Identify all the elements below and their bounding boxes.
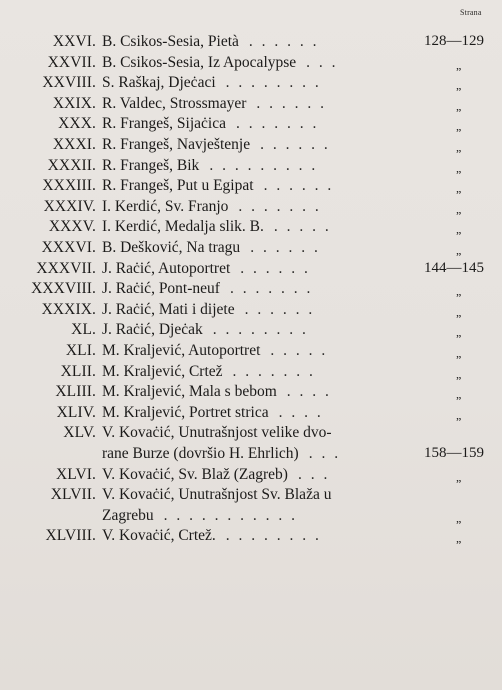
ditto-mark: „ bbox=[456, 346, 462, 360]
illustration-title: J. Raċić, Pont-neuf bbox=[102, 280, 220, 298]
illustration-title: R. Frangeš, Bik bbox=[102, 156, 200, 174]
ditto-mark: „ bbox=[456, 284, 462, 299]
illustration-title: B. Csikos-Sesia, Pietà bbox=[102, 33, 239, 50]
illustration-title: R. Frangeš, Navještenje bbox=[102, 136, 251, 153]
roman-numeral: XLV. bbox=[63, 424, 96, 442]
leader-dots: . . . . bbox=[286, 383, 332, 401]
list-row bbox=[0, 72, 502, 93]
illustration-title: M. Kraljević, Portret strica bbox=[102, 403, 269, 421]
list-row bbox=[0, 484, 502, 505]
list-row bbox=[0, 155, 502, 176]
list-row bbox=[0, 505, 502, 526]
illustration-title: rane Burze (dovršio H. Ehrlich) bbox=[102, 445, 299, 462]
leader-dots: . . . . . . . . bbox=[212, 321, 309, 339]
leader-dots: . . . . . . . . . . . bbox=[163, 506, 298, 524]
leader-dots: . . . . . . bbox=[250, 239, 321, 256]
list-row bbox=[0, 216, 502, 237]
leader-dots: . . . bbox=[308, 445, 341, 462]
page-range: 158—159 bbox=[424, 445, 484, 461]
list-row bbox=[0, 52, 502, 73]
roman-numeral: XXVIII. bbox=[42, 74, 96, 92]
roman-numeral: XXVII. bbox=[47, 53, 96, 71]
ditto-mark: „ bbox=[456, 304, 462, 319]
leader-dots: . . . bbox=[306, 53, 339, 71]
ditto-mark: „ bbox=[456, 98, 462, 113]
ditto-mark: „ bbox=[456, 119, 462, 134]
roman-numeral: XXXIX. bbox=[41, 300, 96, 318]
roman-numeral: XXXV. bbox=[48, 218, 96, 236]
roman-numeral: XXXII. bbox=[47, 156, 96, 174]
ditto-mark: „ bbox=[456, 160, 462, 175]
illustration-title: J. Raċić, Djeċak bbox=[102, 321, 203, 339]
leader-dots: . . . . bbox=[278, 403, 324, 421]
illustration-title: B. Dešković, Na tragu bbox=[102, 239, 241, 256]
list-row bbox=[0, 134, 502, 155]
ditto-mark: „ bbox=[456, 510, 462, 525]
illustration-title: J. Raċić, Mati i dijete bbox=[102, 300, 235, 318]
leader-dots: . . . . . bbox=[273, 218, 332, 236]
leader-dots: . . . . . . . bbox=[229, 280, 313, 298]
leader-dots: . . . . . . bbox=[248, 33, 320, 50]
list-row bbox=[0, 196, 502, 217]
roman-numeral: XXXVII. bbox=[36, 259, 96, 277]
illustration-title: V. Kovaċić, Unutrašnjost Sv. Blaža u bbox=[102, 486, 332, 504]
roman-numeral: XLVII. bbox=[50, 486, 96, 504]
list-row bbox=[0, 422, 502, 443]
list-row bbox=[0, 237, 502, 258]
page-range: 144—145 bbox=[424, 259, 484, 276]
illustration-title: V. Kovaċić, Unutrašnjost velike dvo- bbox=[102, 424, 332, 442]
illustration-title: V. Kovaċić, Crtež. bbox=[102, 527, 216, 545]
roman-numeral: XLII. bbox=[60, 362, 96, 380]
leader-dots: . . . . . . bbox=[240, 259, 311, 277]
ditto-mark: „ bbox=[456, 181, 462, 196]
leader-dots: . . . . . . . . bbox=[225, 527, 322, 545]
illustration-title: M. Kraljević, Crtež bbox=[102, 362, 223, 380]
list-row bbox=[0, 402, 502, 423]
roman-numeral: XLVIII. bbox=[45, 527, 96, 545]
ditto-mark: „ bbox=[456, 366, 462, 381]
leader-dots: . . . . . . bbox=[263, 177, 334, 195]
roman-numeral: XXXVIII. bbox=[31, 280, 96, 298]
list-row bbox=[0, 340, 502, 361]
illustration-title: M. Kraljević, Mala s bebom bbox=[102, 383, 277, 401]
roman-numeral: XXIX. bbox=[52, 94, 96, 112]
ditto-mark: „ bbox=[456, 243, 462, 257]
list-row bbox=[0, 443, 502, 464]
illustration-title: R. Frangeš, Sijaċica bbox=[102, 115, 226, 133]
list-row bbox=[0, 319, 502, 340]
list-row bbox=[0, 258, 502, 279]
ditto-mark: „ bbox=[456, 201, 462, 216]
list-row bbox=[0, 278, 502, 299]
ditto-mark: „ bbox=[456, 469, 462, 484]
illustration-title: M. Kraljević, Autoportret bbox=[102, 342, 261, 359]
leader-dots: . . . . . bbox=[270, 342, 328, 359]
roman-numeral: XXXI. bbox=[52, 136, 96, 153]
list-row bbox=[0, 361, 502, 382]
illustration-title: B. Csikos-Sesia, Iz Apocalypse bbox=[102, 53, 297, 71]
roman-numeral: XLVI. bbox=[56, 465, 96, 483]
ditto-mark: „ bbox=[456, 407, 462, 422]
roman-numeral: XXXIV. bbox=[43, 197, 96, 215]
ditto-mark: „ bbox=[456, 325, 462, 340]
illustration-title: I. Kerdić, Sv. Franjo bbox=[102, 197, 229, 215]
roman-numeral: XXXIII. bbox=[42, 177, 96, 195]
illustration-title: V. Kovaċić, Sv. Blaž (Zagreb) bbox=[102, 465, 288, 483]
page-range: 128—129 bbox=[424, 33, 484, 49]
leader-dots: . . . bbox=[297, 465, 330, 483]
leader-dots: . . . . . . bbox=[256, 94, 327, 112]
list-row bbox=[0, 113, 502, 134]
leader-dots: . . . . . . bbox=[244, 300, 315, 318]
list-row bbox=[0, 93, 502, 114]
roman-numeral: XLI. bbox=[65, 342, 96, 359]
list-row bbox=[0, 381, 502, 402]
leader-dots: . . . . . . . bbox=[238, 197, 322, 215]
illustration-title: R. Frangeš, Put u Egipat bbox=[102, 177, 254, 195]
list-row bbox=[0, 31, 502, 52]
ditto-mark: „ bbox=[456, 57, 462, 72]
illustration-title: Zagrebu bbox=[102, 506, 154, 524]
list-row bbox=[0, 175, 502, 196]
roman-numeral: XXVI. bbox=[52, 33, 96, 50]
leader-dots: . . . . . . . . . bbox=[209, 156, 318, 174]
leader-dots: . . . . . . bbox=[260, 136, 331, 153]
ditto-mark: „ bbox=[456, 78, 462, 93]
leader-dots: . . . . . . . bbox=[235, 115, 319, 133]
illustration-title: I. Kerdić, Medalja slik. B. bbox=[102, 218, 264, 236]
leader-dots: . . . . . . . . bbox=[225, 74, 322, 92]
illustration-title: J. Raċić, Autoportret bbox=[102, 259, 231, 277]
roman-numeral: XL. bbox=[71, 321, 96, 339]
ditto-mark: „ bbox=[456, 222, 462, 237]
leader-dots: . . . . . . . bbox=[232, 362, 316, 380]
roman-numeral: XLIII. bbox=[55, 383, 96, 401]
ditto-mark: „ bbox=[456, 387, 462, 402]
illustration-title: S. Raškaj, Djeċaci bbox=[102, 74, 216, 92]
page-column-header: Strana bbox=[460, 8, 482, 17]
ditto-mark: „ bbox=[456, 140, 462, 154]
illustration-title: R. Valdec, Strossmayer bbox=[102, 94, 247, 112]
roman-numeral: XXX. bbox=[58, 115, 96, 133]
list-row bbox=[0, 299, 502, 320]
ditto-mark: „ bbox=[456, 531, 462, 546]
roman-numeral: XLIV. bbox=[56, 403, 96, 421]
list-row bbox=[0, 464, 502, 485]
list-row bbox=[0, 525, 502, 546]
roman-numeral: XXXVI. bbox=[41, 239, 96, 256]
